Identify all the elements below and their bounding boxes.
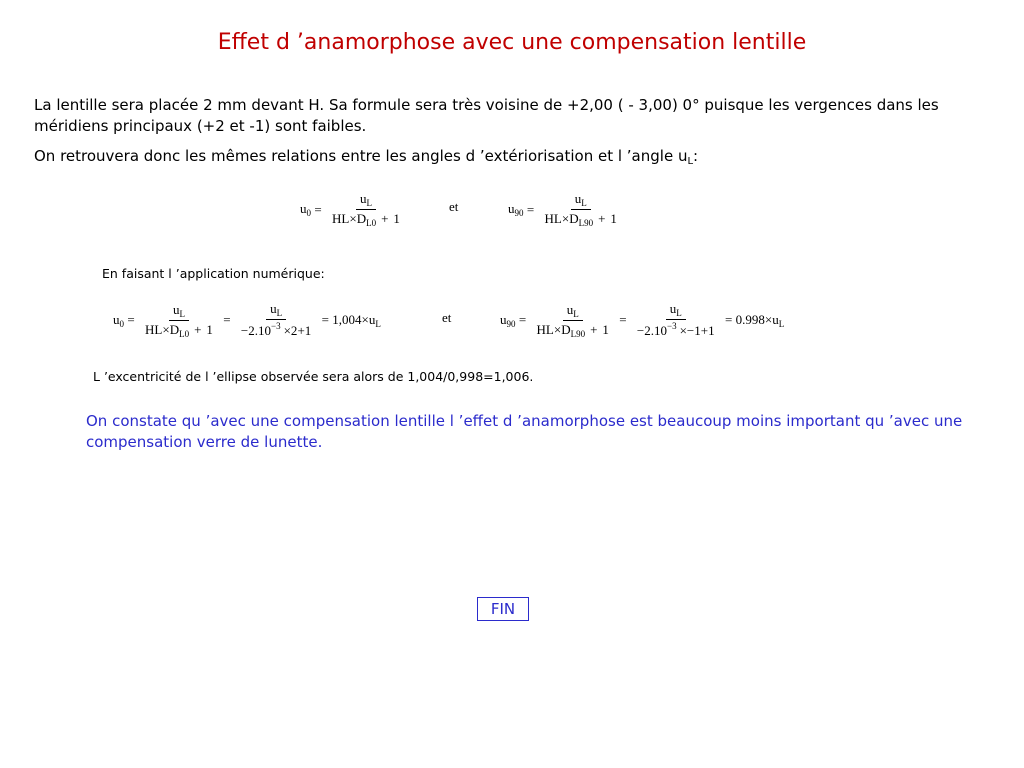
numeric-u0 [113,301,381,339]
f2-lhs: $u_{90}$ [508,201,524,218]
f2-denominator: $HL\times D_{L90} + 1$ [544,211,617,228]
numeric-u90 [500,301,784,339]
n2-eq1: = [518,312,527,327]
n2-eq2: = [619,312,627,327]
excentricity-text: L ’excentricité de l ’ellipse observée sera alors de 1,004/0,998=1,006. [93,369,534,384]
n1-eq1: = [127,312,135,327]
n2-den1: $HL\times D_{L90} + 1$ [536,321,609,339]
n2-num2: $u_L$ [666,301,686,320]
n2-eq3: = [724,312,733,327]
n1-num1: $u_L$ [169,302,189,321]
n2-den2: $-2.10^{-3} \times-1+1$ [636,321,715,338]
n1-eq2: = [223,312,231,327]
n1-fraction2 [237,301,315,339]
relations-paragraph [34,146,994,172]
n1-et-label: et [442,310,452,325]
n1-lhs: $u_0$ [113,311,124,329]
formula-u0 [300,191,407,228]
formula-u90 [508,191,624,228]
relations-subscript: L [687,156,694,167]
f1-fraction [328,191,404,228]
f1-et-label: et [449,199,459,214]
n1-eq3: = [321,312,329,327]
numeric-intro: En faisant l ’application numérique: [102,266,325,281]
slide-title: Effet d ’anamorphose avec une compensation lentille [217,30,807,55]
n1-den1: $HL\times D_{L0} + 1$ [145,321,213,339]
n1-fraction1 [141,302,217,339]
n2-result: $0.998\times u_L$ [735,311,785,329]
f1-eq: = [314,201,322,217]
n1-num2: $u_L$ [266,301,286,320]
f2-fraction [541,191,621,228]
n2-fraction1 [533,302,613,339]
n1-den2: $-2.10^{-3} \times 2+1$ [240,321,312,338]
f1-denominator: $HL\times D_{L0} + 1$ [332,211,400,228]
f1-numerator: $u_L$ [356,191,376,210]
n1-result: $1,004\times u_L$ [332,311,381,329]
n2-fraction2 [633,301,719,339]
relations-text: On retrouvera donc les mêmes relations entre les angles d ’extériorisation et l ’angle u [34,147,688,165]
n2-lhs: $u_{90}$ [500,311,516,329]
f2-numerator: $u_L$ [571,191,591,210]
conclusion-text: On constate qu ’avec une compensation lentille l ’effet d ’anamorphose est beaucoup moins important qu ’avec une compensation verre de lunette. [86,412,963,451]
relations-end: : [693,147,699,165]
f1-lhs: $u_0$ [300,201,311,218]
f2-eq: = [526,201,535,217]
fin-button[interactable]: FIN [477,597,529,621]
intro-paragraph: La lentille sera placée 2 mm devant H. Sa formule sera très voisine de +2,00 ( - 3,00) 0° puisque les vergences dans les méridiens principaux (+2 et -1) sont faibles. [34,96,939,135]
n2-num1: $u_L$ [563,302,583,321]
